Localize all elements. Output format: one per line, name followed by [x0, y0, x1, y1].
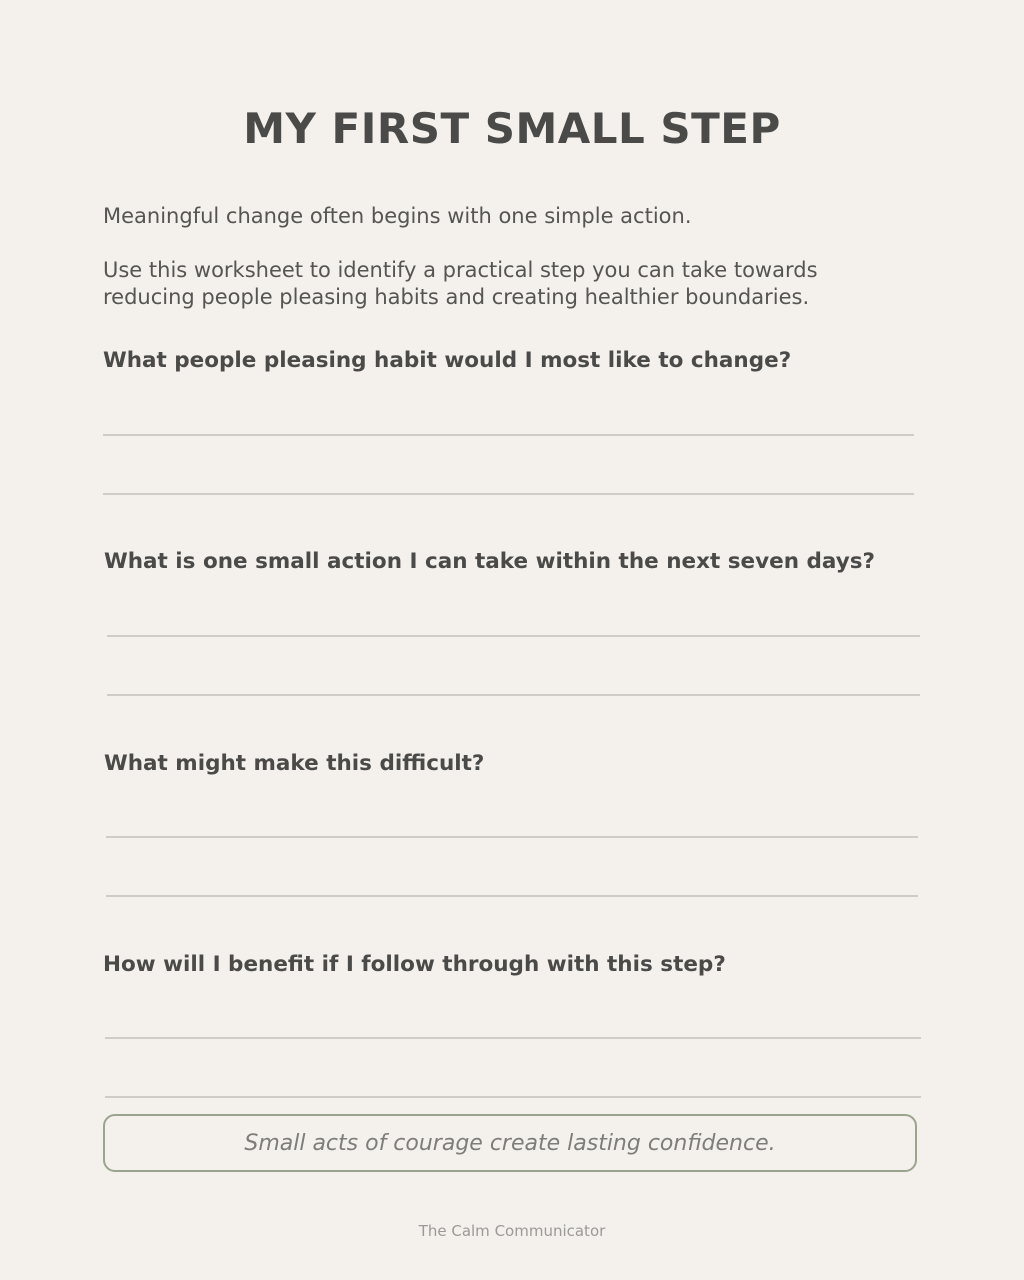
answer-line-1b[interactable]	[103, 493, 914, 495]
quote-box	[103, 1114, 917, 1172]
question-4: How will I benefit if I follow through with this step?	[103, 952, 726, 977]
answer-line-2b[interactable]	[107, 694, 920, 696]
answer-line-3b[interactable]	[106, 895, 918, 897]
answer-line-4a[interactable]	[105, 1037, 921, 1039]
answer-line-4b[interactable]	[105, 1096, 921, 1098]
question-1: What people pleasing habit would I most like to change?	[103, 348, 792, 373]
question-2: What is one small action I can take within the next seven days?	[104, 549, 876, 574]
quote-text: Small acts of courage create lasting confidence.	[244, 1130, 776, 1156]
answer-line-3a[interactable]	[106, 836, 918, 838]
intro-paragraph-2: Use this worksheet to identify a practical step you can take towards reducing people pleasing habits and creating healthier boundaries.	[103, 258, 818, 309]
page-title: MY FIRST SMALL STEP	[243, 104, 781, 153]
footer-brand: The Calm Communicator	[418, 1222, 606, 1240]
intro-paragraph-1: Meaningful change often begins with one simple action.	[103, 204, 692, 228]
answer-line-1a[interactable]	[103, 434, 914, 436]
answer-line-2a[interactable]	[107, 635, 920, 637]
question-3: What might make this difficult?	[104, 751, 485, 776]
